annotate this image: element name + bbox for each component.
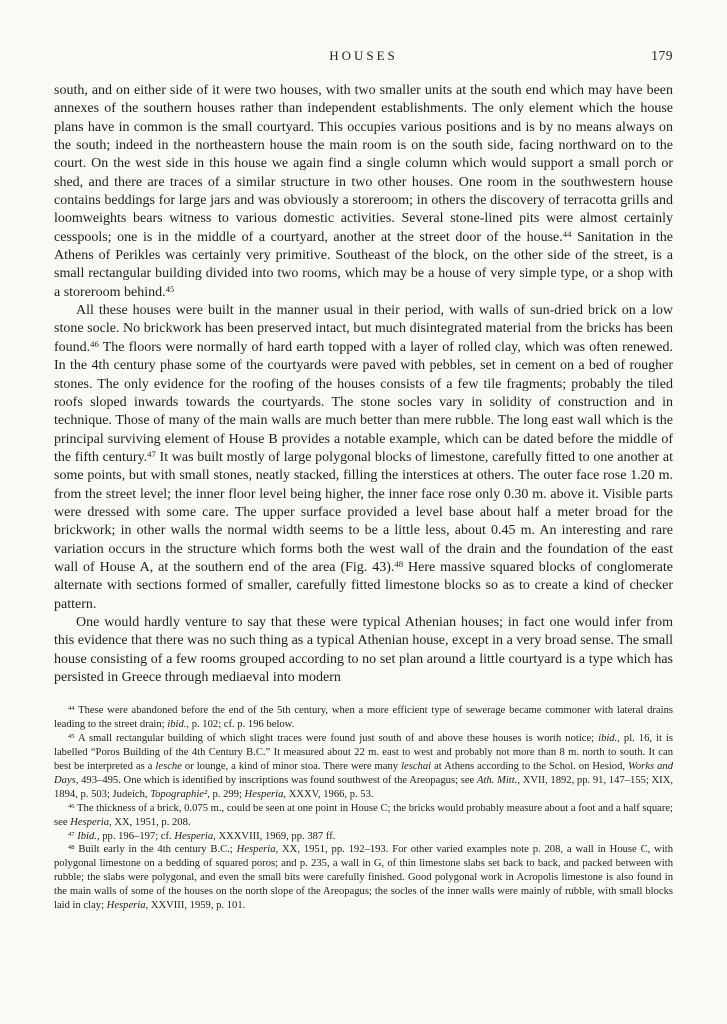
footnote (54, 802, 673, 830)
text-run: , pp. 196–197; cf. (96, 830, 175, 842)
footnote-ref: 45 (68, 733, 75, 741)
paragraph (54, 302, 673, 614)
italic-text: Hesperia (106, 900, 146, 912)
footnote-ref: 47 (68, 830, 75, 838)
text-run: , XXXVIII, 1969, pp. 387 ff. (213, 830, 336, 842)
footnote-ref: 45 (165, 283, 175, 294)
footnote (54, 732, 673, 802)
text-run: The floors were normally of hard earth topped with a layer of rolled clay, which was often renewed. In the 4th century phase some of the courtyards were paved with pebbles, set in cement on a bed of rougher stones. The only evidence for the roofing of the houses consists of a few tile fragments; probably the tiled roofs sloped inwards towards the courtyards. The stone socles vary in solidity of construction and in technique. Those of many of the main walls are much better than mere rubble. The long east wall which is the principal surviving element of House B provides a notable example, which can be dated before the middle of the fifth century. (54, 339, 673, 465)
body-text (54, 82, 673, 687)
text-run: , p. 299; (207, 788, 245, 800)
page-header (54, 48, 673, 66)
italic-text: Ath. Mitt. (476, 774, 518, 786)
page-content (54, 48, 673, 913)
italic-text: Hesperia (174, 830, 214, 842)
footnote-ref: 44 (68, 705, 75, 713)
italic-text: Hesperia (244, 788, 284, 800)
text-run: , XVII, 1892, pp. 91, 147–155; XIX, 1894, p. 503; Judeich, (54, 774, 674, 800)
italic-text: Topographie² (150, 788, 208, 800)
page-header-title: HOUSES (329, 48, 398, 63)
footnote (54, 704, 673, 732)
italic-text: leschai (401, 760, 432, 772)
text-run: , XX, 1951, pp. 192–193. For other varied examples note p. 208, a wall in House C, with polygonal limestone on a bedding of squared poros; and p. 235, a wall in G, of thin limestone slabs set back to back, and packed between with rubble; the slabs were polygonal, and even the small bits were carefully finished. Good polygonal work in Acropolis limestone is also found in the main walls of some of the houses on the north slope of the Areopagus; the socles of the inner walls were mainly of rubble, with small blocks laid in clay; (54, 844, 674, 912)
text-run: , pl. 16, it is labelled “Poros Building of the 4th Century B.C.” It measured about 22 m. east to west and probably not more than 8 m. north to south. It can best be interpreted as a (54, 733, 674, 772)
italic-text: Hesperia (236, 844, 276, 856)
text-run: , p. 102; cf. p. 196 below. (186, 719, 295, 731)
text-run: , XXXV, 1966, p. 53. (283, 788, 374, 800)
text-run: Built early in the 4th century B.C.; (74, 844, 237, 856)
footnotes (54, 704, 673, 913)
text-run: The thickness of a brick, 0.075 m., could be seen at one point in House C; the bricks would probably measure about a foot and a half square; see (54, 802, 673, 828)
text-run: One would hardly venture to say that these were typical Athenian houses; in fact one would infer from this evidence that there was no such thing as a typical Athenian house, except in a very broad sense. The small house consisting of a few rooms grouped according to no set plan around a little courtyard is a type which has persisted in Greece through mediaeval into modern (54, 614, 673, 685)
text-run: All these houses were built in the manner usual in their period, with walls of sun-dried brick on a low stone socle. No brickwork has been preserved intact, but much disintegrated material from the bricks has been found. (54, 303, 673, 355)
italic-text: Ibid. (77, 830, 97, 842)
text-run: , 493–495. One which is identified by inscriptions was found southwest of the Areopagus; see (75, 774, 477, 786)
footnote-ref: 47 (147, 448, 156, 459)
footnote-ref: 48 (394, 559, 404, 570)
text-run: , XX, 1951, p. 208. (109, 816, 191, 828)
italic-text: ibid. (167, 719, 187, 731)
footnote-ref: 46 (90, 338, 99, 349)
paragraph (54, 614, 673, 687)
paragraph (54, 82, 673, 302)
text-run: Here massive squared blocks of conglomerate alternate with sections formed of smaller, carefully fitted limestone blocks so as to create a kind of checker pattern. (54, 559, 673, 612)
italic-text: ibid. (598, 733, 618, 745)
footnote-ref: 44 (562, 228, 572, 239)
text-run: or lounge, a kind of minor stoa. There were many (181, 760, 402, 772)
footnote-ref: 46 (68, 802, 75, 810)
footnote (54, 843, 673, 913)
text-run: at Athens according to the Schol. on Hesiod, (431, 760, 629, 772)
text-run: It was built mostly of large polygonal blocks of limestone, carefully fitted to one another at some points, but with small stones, neatly stacked, filling the interstices at others. The outer face rose 1.20 m. from the street level; the inner floor level being higher, the inner face rose only 0.30 m. above it. Visible parts were dressed with some care. The upper surface provided a level base about half a meter broad for the brickwork; in other walls the normal width seems to be a little less, about 0.45 m. An interesting and rare variation occurs in the structure which forms both the west wall of the drain and the foundation of the east wall of House A, at the southern end of the area (Fig. 43). (54, 449, 674, 575)
italic-text: Works and Days (54, 760, 674, 786)
italic-text: Hesperia (70, 816, 110, 828)
text-run: , XXVIII, 1959, p. 101. (145, 900, 246, 912)
text-run: These were abandoned before the end of the 5th century, when a more efficient type of sewerage became commoner with lateral drains leading to the street drain; (54, 705, 673, 731)
text-run: Sanitation in the Athens of Perikles was certainly very primitive. Southeast of the block, on the other side of the street, is a small rectangular building divided into two rooms, which may be a house of very simple type, or a shop with a storeroom behind. (54, 229, 673, 300)
page-number: 179 (651, 48, 673, 63)
footnote (54, 830, 673, 844)
text-run: A small rectangular building of which slight traces were found just south of and above these houses is worth notice; (74, 733, 599, 745)
footnote-ref: 48 (68, 844, 75, 852)
italic-text: lesche (155, 760, 182, 772)
text-run: south, and on either side of it were two houses, with two smaller units at the south end which may have been annexes of the southern houses rather than independent establishments. The only element which the house plans have in common is the small courtyard. This occupies various positions and is by no means always on the south; indeed in the northeastern house the main room is on the south side, facing northward on to the court. On the west side in this house we again find a single column which would support a small porch or shed, and there are traces of a similar structure in two other houses. One room in the southwestern house contains beddings for large jars and was obviously a storeroom; in others the discovery of terracotta grills and loomweights bears witness to various domestic activities. Several stone-lined pits were almost certainly cesspools; one is in the middle of a courtyard, another at the street door of the house. (54, 83, 673, 245)
